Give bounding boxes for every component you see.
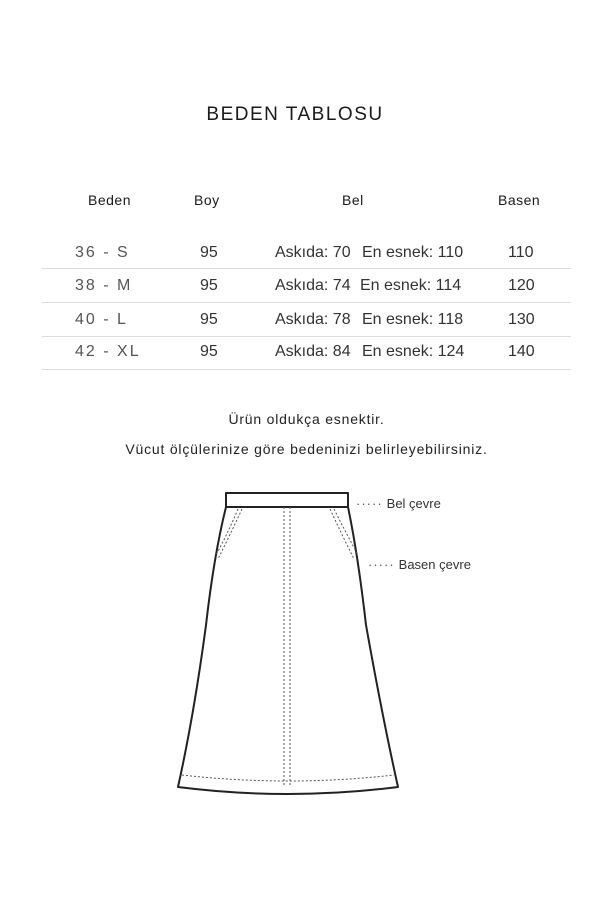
- row-divider: [42, 302, 571, 303]
- table-row: [42, 270, 571, 302]
- right-pocket-seam-2: [334, 509, 358, 555]
- row-waist-relaxed: Askıda: 78: [275, 311, 351, 328]
- row-hip: 140: [508, 343, 535, 360]
- table-row: [42, 336, 571, 368]
- row-length: 95: [200, 343, 218, 360]
- row-waist-stretch: En esnek: 110: [362, 244, 464, 261]
- row-divider: [42, 369, 571, 370]
- note-stretch: Ürün oldukça esnektir.: [228, 411, 385, 427]
- waistband-outline: [226, 493, 348, 507]
- header-waist: Bel: [342, 192, 364, 208]
- skirt-diagram: [170, 485, 430, 805]
- table-row: [42, 304, 571, 336]
- row-length: 95: [200, 311, 218, 328]
- hip-label: Basen çevre: [398, 557, 471, 572]
- row-waist-relaxed: Askıda: 70: [275, 244, 351, 261]
- waist-leader: ·····: [356, 496, 383, 511]
- row-length: 95: [200, 244, 218, 261]
- waist-label: Bel çevre: [386, 496, 441, 511]
- row-divider: [42, 268, 571, 269]
- header-size: Beden: [88, 192, 131, 208]
- header-length: Boy: [194, 192, 220, 208]
- hip-callout: [368, 557, 471, 572]
- note-size-advice: Vücut ölçülerinize göre bedeninizi belirleyebilirsiniz.: [125, 441, 488, 457]
- waist-callout: [356, 496, 441, 511]
- row-size: 38 - M: [75, 277, 133, 294]
- row-waist-relaxed: Askıda: 74: [275, 277, 351, 294]
- row-waist-stretch: En esnek: 114: [360, 277, 462, 294]
- row-size: 40 - L: [75, 311, 128, 328]
- page-title: BEDEN TABLOSU: [206, 104, 384, 125]
- hem-stitch: [182, 775, 394, 781]
- table-row: [42, 237, 571, 269]
- left-pocket-seam: [218, 509, 242, 559]
- row-waist-relaxed: Askıda: 84: [275, 343, 351, 360]
- row-hip: 130: [508, 311, 535, 328]
- left-pocket-seam-2: [216, 509, 238, 555]
- row-size: 36 - S: [75, 244, 130, 261]
- row-size: 42 - XL: [75, 343, 141, 360]
- row-hip: 110: [508, 244, 534, 261]
- skirt-outline: [178, 507, 398, 794]
- row-waist-stretch: En esnek: 118: [362, 311, 464, 328]
- row-hip: 120: [508, 277, 535, 294]
- row-waist-stretch: En esnek: 124: [362, 343, 465, 360]
- hip-leader: ·····: [368, 557, 395, 572]
- row-length: 95: [200, 277, 218, 294]
- header-hip: Basen: [498, 192, 541, 208]
